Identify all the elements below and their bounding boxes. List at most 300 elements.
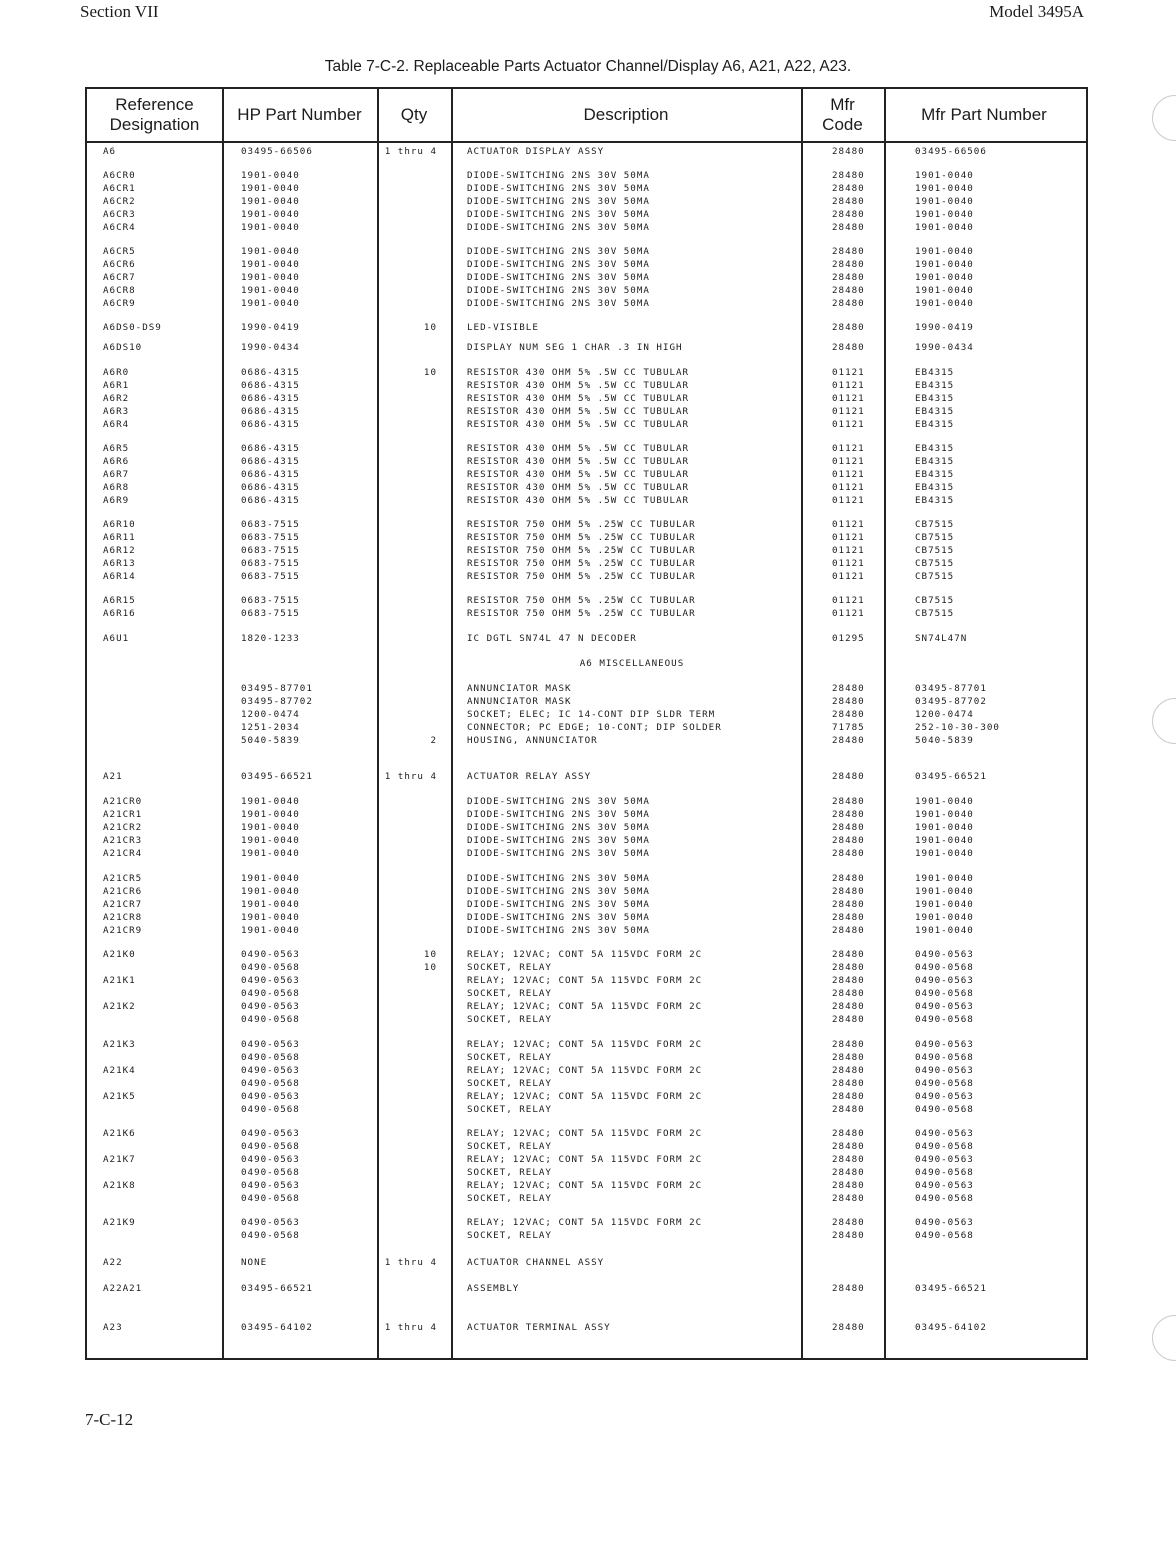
table-row	[87, 734, 1086, 747]
table-row	[87, 405, 1086, 418]
cell-description: SOCKET, RELAY	[467, 1104, 552, 1115]
cell-mfr-code: 28480	[832, 272, 865, 283]
table-row	[87, 987, 1086, 1000]
cell-mfr-code: 28480	[832, 1052, 865, 1063]
cell-mfr-code: 28480	[832, 1039, 865, 1050]
cell-reference: A23	[103, 1322, 123, 1333]
table-row	[87, 442, 1086, 455]
cell-hp-part: 1901-0040	[241, 835, 300, 846]
cell-description: RESISTOR 430 OHM 5% .5W CC TUBULAR	[467, 419, 690, 430]
table-caption: Table 7-C-2. Replaceable Parts Actuator Channel/Display A6, A21, A22, A23.	[324, 58, 852, 75]
table-row	[87, 594, 1086, 607]
cell-description: RESISTOR 430 OHM 5% .5W CC TUBULAR	[467, 469, 690, 480]
cell-reference: A6CR3	[103, 209, 136, 220]
cell-description: ACTUATOR DISPLAY ASSY	[467, 146, 605, 157]
cell-reference: A21CR8	[103, 912, 143, 923]
cell-hp-part: 0490-0568	[241, 1014, 300, 1025]
cell-mfr-part: 1990-0434	[915, 342, 974, 353]
cell-mfr-code: 28480	[832, 1091, 865, 1102]
cell-mfr-code: 01121	[832, 558, 865, 569]
cell-hp-part: 03495-66506	[241, 146, 313, 157]
cell-reference: A6R14	[103, 571, 136, 582]
cell-hp-part: 1901-0040	[241, 796, 300, 807]
cell-mfr-code: 28480	[832, 735, 865, 746]
cell-description: RESISTOR 430 OHM 5% .5W CC TUBULAR	[467, 443, 690, 454]
cell-qty: 10	[423, 949, 437, 960]
cell-mfr-code: 28480	[832, 1065, 865, 1076]
cell-description: A6 MISCELLANEOUS	[579, 658, 685, 669]
cell-mfr-part: 0490-0568	[915, 1104, 974, 1115]
cell-hp-part: 03495-66521	[241, 1283, 313, 1294]
cell-qty: 1 thru 4	[384, 146, 437, 157]
cell-description: DIODE-SWITCHING 2NS 30V 50MA	[467, 183, 650, 194]
table-row	[87, 924, 1086, 937]
cell-description: RELAY; 12VAC; CONT 5A 115VDC FORM 2C	[467, 1039, 703, 1050]
cell-description: SOCKET, RELAY	[467, 1052, 552, 1063]
cell-mfr-code: 01121	[832, 406, 865, 417]
cell-mfr-code: 28480	[832, 1078, 865, 1089]
cell-reference: A6U1	[103, 633, 130, 644]
cell-reference: A6R0	[103, 367, 130, 378]
cell-reference: A6CR2	[103, 196, 136, 207]
cell-mfr-code: 01121	[832, 443, 865, 454]
cell-hp-part: 0490-0563	[241, 975, 300, 986]
cell-reference: A6R1	[103, 380, 130, 391]
cell-reference: A6R9	[103, 495, 130, 506]
col-header-description: Description	[583, 105, 669, 124]
cell-description: ACTUATOR CHANNEL ASSY	[467, 1257, 605, 1268]
cell-mfr-code: 01121	[832, 545, 865, 556]
cell-description: RELAY; 12VAC; CONT 5A 115VDC FORM 2C	[467, 1001, 703, 1012]
cell-description: DIODE-SWITCHING 2NS 30V 50MA	[467, 170, 650, 181]
cell-hp-part: 1901-0040	[241, 222, 300, 233]
cell-reference: A21K7	[103, 1154, 136, 1165]
cell-mfr-code: 28480	[832, 1167, 865, 1178]
table-row	[87, 948, 1086, 961]
page-number: 7-C-12	[85, 1410, 134, 1429]
cell-hp-part: 0490-0563	[241, 1065, 300, 1076]
table-row	[87, 468, 1086, 481]
cell-hp-part: 0683-7515	[241, 545, 300, 556]
cell-hp-part: 0490-0568	[241, 1230, 300, 1241]
table-row	[87, 341, 1086, 354]
table-row	[87, 481, 1086, 494]
table-row	[87, 682, 1086, 695]
cell-description: RESISTOR 430 OHM 5% .5W CC TUBULAR	[467, 380, 690, 391]
cell-mfr-part: 1901-0040	[915, 822, 974, 833]
cell-description: ANNUNCIATOR MASK	[467, 683, 572, 694]
cell-qty: 1 thru 4	[384, 771, 437, 782]
cell-description: DIODE-SWITCHING 2NS 30V 50MA	[467, 873, 650, 884]
cell-description: SOCKET, RELAY	[467, 988, 552, 999]
table-row	[87, 1051, 1086, 1064]
table-row	[87, 1013, 1086, 1026]
table-row	[87, 145, 1086, 158]
cell-hp-part: 0683-7515	[241, 608, 300, 619]
cell-description: RESISTOR 750 OHM 5% .25W CC TUBULAR	[467, 595, 696, 606]
cell-mfr-code: 28480	[832, 899, 865, 910]
cell-hp-part: 1901-0040	[241, 259, 300, 270]
cell-mfr-code: 01121	[832, 367, 865, 378]
cell-mfr-part: 0490-0568	[915, 988, 974, 999]
cell-hp-part: 1901-0040	[241, 925, 300, 936]
cell-mfr-part: 0490-0568	[915, 1230, 974, 1241]
table-row	[87, 632, 1086, 645]
cell-mfr-code: 28480	[832, 925, 865, 936]
cell-mfr-part: 03495-87702	[915, 696, 987, 707]
cell-mfr-part: 0490-0568	[915, 1052, 974, 1063]
cell-description: RESISTOR 750 OHM 5% .25W CC TUBULAR	[467, 545, 696, 556]
table-row	[87, 847, 1086, 860]
cell-hp-part: 0490-0563	[241, 949, 300, 960]
cell-hp-part: 0683-7515	[241, 558, 300, 569]
cell-mfr-code: 01121	[832, 482, 865, 493]
cell-hp-part: 0490-0563	[241, 1001, 300, 1012]
cell-mfr-part: 1901-0040	[915, 835, 974, 846]
cell-mfr-part: 1901-0040	[915, 912, 974, 923]
cell-mfr-code: 28480	[832, 342, 865, 353]
cell-mfr-part: 1200-0474	[915, 709, 974, 720]
cell-hp-part: 0490-0563	[241, 1180, 300, 1191]
cell-hp-part: 03495-87702	[241, 696, 313, 707]
cell-mfr-part: CB7515	[915, 608, 955, 619]
cell-reference: A6R8	[103, 482, 130, 493]
cell-reference: A21K4	[103, 1065, 136, 1076]
cell-mfr-code: 01121	[832, 519, 865, 530]
cell-reference: A21K6	[103, 1128, 136, 1139]
cell-mfr-code: 28480	[832, 709, 865, 720]
cell-description: RESISTOR 750 OHM 5% .25W CC TUBULAR	[467, 608, 696, 619]
cell-hp-part: 0683-7515	[241, 532, 300, 543]
cell-mfr-code: 28480	[832, 183, 865, 194]
cell-mfr-code: 28480	[832, 1104, 865, 1115]
cell-mfr-part: 0490-0568	[915, 1141, 974, 1152]
cell-reference: A6R5	[103, 443, 130, 454]
cell-mfr-code: 28480	[832, 873, 865, 884]
cell-reference: A22	[103, 1257, 123, 1268]
cell-mfr-part: 03495-87701	[915, 683, 987, 694]
cell-qty: 10	[423, 962, 437, 973]
cell-hp-part: 03495-66521	[241, 771, 313, 782]
cell-mfr-code: 01121	[832, 380, 865, 391]
cell-description: DISPLAY NUM SEG 1 CHAR .3 IN HIGH	[467, 342, 683, 353]
cell-description: DIODE-SWITCHING 2NS 30V 50MA	[467, 899, 650, 910]
cell-mfr-code: 28480	[832, 1014, 865, 1025]
cell-reference: A21K3	[103, 1039, 136, 1050]
cell-mfr-code: 28480	[832, 683, 865, 694]
cell-hp-part: 0490-0563	[241, 1128, 300, 1139]
table-row	[87, 455, 1086, 468]
table-row	[87, 695, 1086, 708]
cell-mfr-part: 0490-0563	[915, 1001, 974, 1012]
table-row	[87, 721, 1086, 734]
cell-hp-part: 0683-7515	[241, 519, 300, 530]
cell-description: RESISTOR 750 OHM 5% .25W CC TUBULAR	[467, 558, 696, 569]
cell-hp-part: 5040-5839	[241, 735, 300, 746]
cell-hp-part: 1901-0040	[241, 822, 300, 833]
cell-mfr-part: EB4315	[915, 419, 955, 430]
table-row	[87, 271, 1086, 284]
table-row	[87, 1192, 1086, 1205]
cell-reference: A6R12	[103, 545, 136, 556]
table-row	[87, 898, 1086, 911]
table-row	[87, 366, 1086, 379]
cell-reference: A6CR9	[103, 298, 136, 309]
cell-mfr-part: CB7515	[915, 595, 955, 606]
cell-mfr-part: 252-10-30-300	[915, 722, 1000, 733]
cell-mfr-code: 28480	[832, 912, 865, 923]
binder-hole	[1152, 1315, 1176, 1361]
cell-hp-part: 1901-0040	[241, 809, 300, 820]
cell-description: ACTUATOR RELAY ASSY	[467, 771, 592, 782]
cell-mfr-part: 1901-0040	[915, 285, 974, 296]
cell-mfr-code: 28480	[832, 809, 865, 820]
cell-mfr-code: 28480	[832, 298, 865, 309]
cell-reference: A6	[103, 146, 117, 157]
cell-hp-part: 0686-4315	[241, 456, 300, 467]
model-label: Model 3495A	[989, 2, 1084, 21]
cell-description: DIODE-SWITCHING 2NS 30V 50MA	[467, 259, 650, 270]
cell-hp-part: 1901-0040	[241, 899, 300, 910]
table-row	[87, 258, 1086, 271]
cell-mfr-code: 28480	[832, 1001, 865, 1012]
cell-hp-part: 0490-0568	[241, 1141, 300, 1152]
table-row	[87, 607, 1086, 620]
cell-hp-part: 0490-0563	[241, 1091, 300, 1102]
section-label: Section VII	[80, 2, 159, 21]
cell-mfr-code: 28480	[832, 1230, 865, 1241]
cell-description: RELAY; 12VAC; CONT 5A 115VDC FORM 2C	[467, 1065, 703, 1076]
cell-mfr-part: 0490-0563	[915, 1217, 974, 1228]
cell-mfr-part: EB4315	[915, 380, 955, 391]
cell-mfr-part: 1901-0040	[915, 209, 974, 220]
cell-hp-part: 0490-0568	[241, 1078, 300, 1089]
cell-mfr-code: 01121	[832, 495, 865, 506]
table-row	[87, 961, 1086, 974]
cell-hp-part: 0490-0568	[241, 1104, 300, 1115]
cell-mfr-part: 0490-0563	[915, 1180, 974, 1191]
cell-mfr-part: 03495-66521	[915, 771, 987, 782]
cell-reference: A21CR7	[103, 899, 143, 910]
table-row	[87, 885, 1086, 898]
cell-hp-part: 1901-0040	[241, 183, 300, 194]
table-row	[87, 1282, 1086, 1295]
cell-mfr-part: 0490-0563	[915, 1039, 974, 1050]
cell-hp-part: 0490-0563	[241, 1217, 300, 1228]
cell-reference: A21K8	[103, 1180, 136, 1191]
table-row	[87, 974, 1086, 987]
table-row	[87, 1000, 1086, 1013]
table-row	[87, 544, 1086, 557]
table-row	[87, 418, 1086, 431]
cell-hp-part: 1901-0040	[241, 848, 300, 859]
cell-mfr-part: EB4315	[915, 367, 955, 378]
cell-mfr-code: 28480	[832, 209, 865, 220]
cell-description: RESISTOR 430 OHM 5% .5W CC TUBULAR	[467, 495, 690, 506]
cell-mfr-code: 28480	[832, 835, 865, 846]
cell-description: RESISTOR 430 OHM 5% .5W CC TUBULAR	[467, 456, 690, 467]
cell-description: DIODE-SWITCHING 2NS 30V 50MA	[467, 822, 650, 833]
table-row	[87, 1216, 1086, 1229]
cell-mfr-part: 1901-0040	[915, 796, 974, 807]
cell-description: HOUSING, ANNUNCIATOR	[467, 735, 598, 746]
cell-mfr-part: 0490-0563	[915, 949, 974, 960]
cell-mfr-code: 28480	[832, 1128, 865, 1139]
cell-reference: A6CR6	[103, 259, 136, 270]
cell-description: RELAY; 12VAC; CONT 5A 115VDC FORM 2C	[467, 1128, 703, 1139]
cell-reference: A6CR8	[103, 285, 136, 296]
table-row	[87, 1229, 1086, 1242]
cell-mfr-code: 28480	[832, 771, 865, 782]
cell-description: RESISTOR 750 OHM 5% .25W CC TUBULAR	[467, 571, 696, 582]
table-row	[87, 321, 1086, 334]
table-row	[87, 518, 1086, 531]
binder-hole	[1152, 698, 1176, 744]
table-row	[87, 834, 1086, 847]
cell-mfr-part: CB7515	[915, 519, 955, 530]
cell-mfr-part: 0490-0563	[915, 1065, 974, 1076]
cell-reference: A22A21	[103, 1283, 143, 1294]
cell-qty: 1 thru 4	[384, 1322, 437, 1333]
table-row	[87, 1166, 1086, 1179]
cell-description: DIODE-SWITCHING 2NS 30V 50MA	[467, 809, 650, 820]
cell-hp-part: 0686-4315	[241, 406, 300, 417]
cell-mfr-code: 71785	[832, 722, 865, 733]
header-rule	[87, 141, 1086, 143]
cell-mfr-part: 1990-0419	[915, 322, 974, 333]
cell-mfr-part: 1901-0040	[915, 886, 974, 897]
cell-description: DIODE-SWITCHING 2NS 30V 50MA	[467, 912, 650, 923]
table-row	[87, 297, 1086, 310]
cell-hp-part: 03495-64102	[241, 1322, 313, 1333]
table-row	[87, 379, 1086, 392]
cell-description: DIODE-SWITCHING 2NS 30V 50MA	[467, 848, 650, 859]
cell-mfr-part: 0490-0563	[915, 1091, 974, 1102]
table-row	[87, 221, 1086, 234]
cell-reference: A6CR7	[103, 272, 136, 283]
cell-qty: 2	[430, 735, 437, 746]
cell-mfr-part: 0490-0563	[915, 975, 974, 986]
cell-reference: A6R7	[103, 469, 130, 480]
table-row	[87, 1038, 1086, 1051]
cell-mfr-part: EB4315	[915, 495, 955, 506]
cell-reference: A6DS0-DS9	[103, 322, 162, 333]
cell-reference: A21K5	[103, 1091, 136, 1102]
cell-hp-part: 1901-0040	[241, 285, 300, 296]
cell-mfr-code: 01121	[832, 608, 865, 619]
cell-mfr-part: CB7515	[915, 571, 955, 582]
cell-description: DIODE-SWITCHING 2NS 30V 50MA	[467, 298, 650, 309]
cell-mfr-part: 1901-0040	[915, 170, 974, 181]
cell-reference: A6DS10	[103, 342, 143, 353]
cell-description: SOCKET, RELAY	[467, 1141, 552, 1152]
cell-hp-part: 0490-0563	[241, 1039, 300, 1050]
cell-mfr-code: 28480	[832, 975, 865, 986]
cell-qty: 10	[423, 367, 437, 378]
cell-hp-part: 1990-0434	[241, 342, 300, 353]
cell-mfr-code: 28480	[832, 222, 865, 233]
table-row	[87, 169, 1086, 182]
cell-hp-part: 0686-4315	[241, 393, 300, 404]
cell-description: SOCKET, RELAY	[467, 1193, 552, 1204]
cell-reference: A6R15	[103, 595, 136, 606]
cell-hp-part: 03495-87701	[241, 683, 313, 694]
cell-hp-part: 1901-0040	[241, 272, 300, 283]
table-row	[87, 1256, 1086, 1269]
cell-mfr-part: 1901-0040	[915, 809, 974, 820]
cell-mfr-part: 1901-0040	[915, 222, 974, 233]
cell-description: DIODE-SWITCHING 2NS 30V 50MA	[467, 835, 650, 846]
cell-hp-part: 1901-0040	[241, 170, 300, 181]
cell-reference: A6CR5	[103, 246, 136, 257]
cell-mfr-code: 28480	[832, 796, 865, 807]
cell-hp-part: 1901-0040	[241, 246, 300, 257]
table-row	[87, 872, 1086, 885]
cell-hp-part: 0686-4315	[241, 469, 300, 480]
cell-hp-part: 1990-0419	[241, 322, 300, 333]
table-row	[87, 1127, 1086, 1140]
cell-description: RESISTOR 430 OHM 5% .5W CC TUBULAR	[467, 393, 690, 404]
cell-reference: A21CR9	[103, 925, 143, 936]
cell-hp-part: 1200-0474	[241, 709, 300, 720]
cell-description: CONNECTOR; PC EDGE; 10-CONT; DIP SOLDER	[467, 722, 722, 733]
cell-reference: A6CR0	[103, 170, 136, 181]
table-row	[87, 1321, 1086, 1334]
cell-description: DIODE-SWITCHING 2NS 30V 50MA	[467, 222, 650, 233]
cell-hp-part: 0686-4315	[241, 495, 300, 506]
cell-mfr-code: 28480	[832, 1217, 865, 1228]
cell-reference: A21CR0	[103, 796, 143, 807]
cell-hp-part: 1901-0040	[241, 873, 300, 884]
cell-mfr-code: 28480	[832, 696, 865, 707]
parts-table	[85, 87, 1088, 1360]
cell-description: RESISTOR 750 OHM 5% .25W CC TUBULAR	[467, 519, 696, 530]
cell-mfr-code: 28480	[832, 170, 865, 181]
cell-description: SOCKET, RELAY	[467, 962, 552, 973]
cell-description: RESISTOR 750 OHM 5% .25W CC TUBULAR	[467, 532, 696, 543]
cell-mfr-part: 5040-5839	[915, 735, 974, 746]
table-row	[87, 657, 1086, 670]
cell-description: ANNUNCIATOR MASK	[467, 696, 572, 707]
cell-mfr-code: 01295	[832, 633, 865, 644]
cell-mfr-part: 1901-0040	[915, 246, 974, 257]
table-row	[87, 770, 1086, 783]
cell-hp-part: 1901-0040	[241, 196, 300, 207]
cell-reference: A6R16	[103, 608, 136, 619]
cell-mfr-part: EB4315	[915, 443, 955, 454]
cell-mfr-code: 28480	[832, 1154, 865, 1165]
cell-reference: A6R6	[103, 456, 130, 467]
cell-description: SOCKET; ELEC; IC 14-CONT DIP SLDR TERM	[467, 709, 716, 720]
cell-description: RELAY; 12VAC; CONT 5A 115VDC FORM 2C	[467, 975, 703, 986]
cell-mfr-part: 1901-0040	[915, 196, 974, 207]
col-header-hp-part: HP Part Number	[237, 105, 362, 124]
cell-mfr-code: 28480	[832, 848, 865, 859]
table-row	[87, 1077, 1086, 1090]
cell-description: DIODE-SWITCHING 2NS 30V 50MA	[467, 886, 650, 897]
cell-mfr-code: 01121	[832, 571, 865, 582]
cell-reference: A21CR4	[103, 848, 143, 859]
cell-reference: A6R4	[103, 419, 130, 430]
cell-description: DIODE-SWITCHING 2NS 30V 50MA	[467, 209, 650, 220]
cell-reference: A21CR6	[103, 886, 143, 897]
cell-reference: A6R13	[103, 558, 136, 569]
cell-mfr-part: 1901-0040	[915, 848, 974, 859]
cell-hp-part: 0686-4315	[241, 419, 300, 430]
cell-mfr-part: 1901-0040	[915, 183, 974, 194]
cell-description: RESISTOR 430 OHM 5% .5W CC TUBULAR	[467, 482, 690, 493]
cell-description: RESISTOR 430 OHM 5% .5W CC TUBULAR	[467, 367, 690, 378]
